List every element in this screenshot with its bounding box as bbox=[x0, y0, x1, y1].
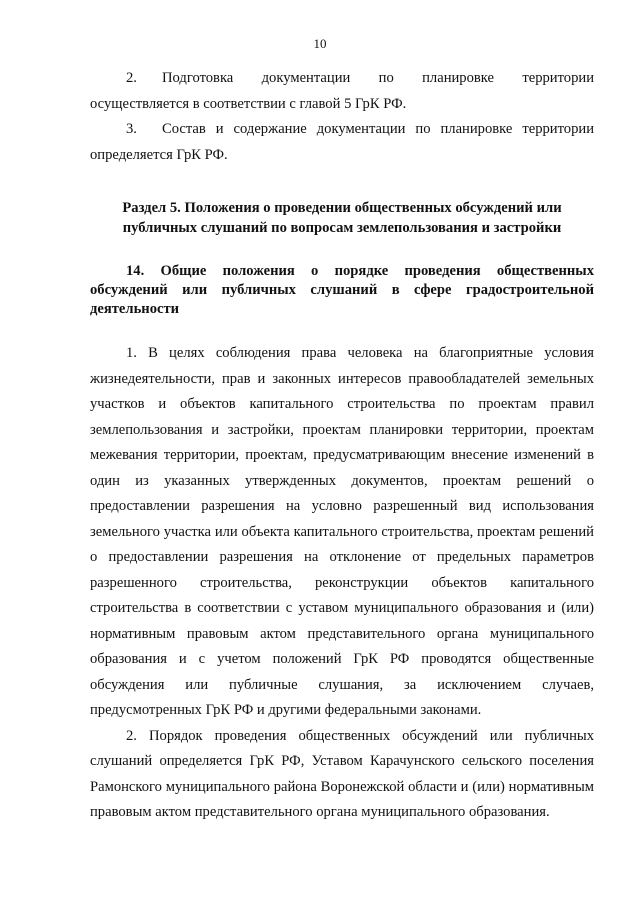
paragraph: 1. В целях соблюдения права человека на благоприятные условия жизнедеятельности, прав и законных интересов правообладателей земельных участков и объектов капитального строительства по проектам правил землепользования и застройки, проектам планировки территории, проектам межевания территории, проектам, предусматривающим внесение изменений в один из указанных утвержденных документов, проектам решений о предоставлении разрешения на условно разрешенный вид использования земельного участка или объекта капитального строительства, проектам решений о предоставлении разрешения на отклонение от предельных параметров разрешенного строительства, реконструкции объектов капитального строительства в соответствии с уставом муниципального образования и (или) нормативным правовым актом представительного органа муниципального образования и с учетом положений ГрК РФ проводятся общественные обсуждения или публичные слушания, за исключением случаев, предусмотренных ГрК РФ и другими федеральными законами. bbox=[90, 345, 594, 718]
list-item-text: Подготовка документации по планировке территории осуществляется в соответствии с главой 5 ГрК РФ. bbox=[90, 70, 594, 112]
document-body bbox=[90, 66, 594, 826]
list-item-text: Состав и содержание документации по планировке территории определяется ГрК РФ. bbox=[90, 121, 594, 163]
list-item bbox=[90, 117, 594, 168]
list-item-number: 3. bbox=[126, 121, 137, 137]
subsection-heading: 14. Общие положения о порядке проведения общественных обсуждений или публичных слушаний в сфере градостроительной деятельности bbox=[90, 263, 594, 317]
paragraph: 2. Порядок проведения общественных обсуждений или публичных слушаний определяется ГрК РФ, Уставом Карачунского сельского поселения Рамонского муниципального района Воронежской области и (или) нормативным правовым актом представительного органа муниципального образования. bbox=[90, 727, 594, 820]
list-item-number: 2. bbox=[126, 70, 137, 86]
section-heading: Раздел 5. Положения о проведении общественных обсуждений или публичных слушаний по вопросам землепользования и застройки bbox=[122, 200, 562, 236]
page-number: 10 bbox=[313, 36, 327, 51]
list-item bbox=[90, 66, 594, 117]
